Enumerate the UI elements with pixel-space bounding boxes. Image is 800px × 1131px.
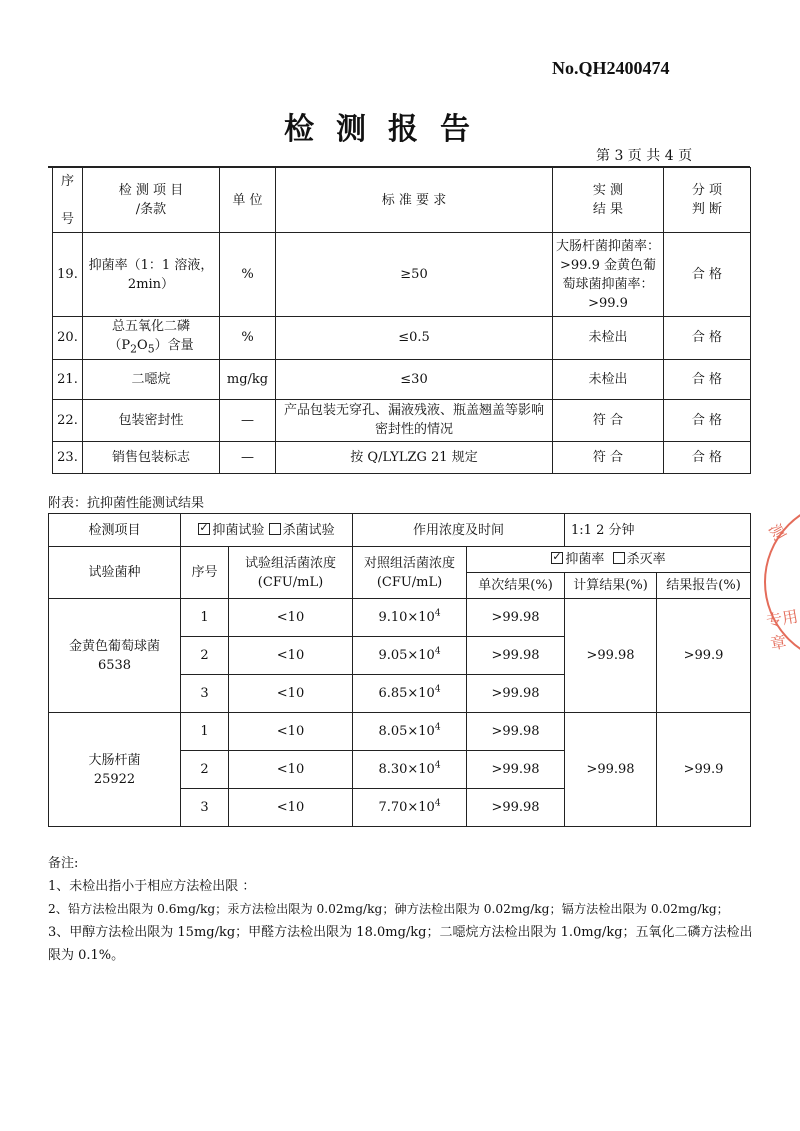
table-row	[49, 599, 751, 637]
row-judgment: 合 格	[664, 399, 751, 441]
row-standard: 产品包装无穿孔、漏液残液、瓶盖翘盖等影响密封性的情况	[276, 399, 553, 441]
table-row	[53, 233, 751, 317]
row-control: $9.05\times 10^4$	[353, 637, 467, 675]
row-result: 大肠杆菌抑菌率：>99.9 金黄色葡萄球菌抑菌率：>99.9	[553, 233, 664, 317]
report-title: 检测报告	[284, 112, 492, 147]
test-group-label: 试验组活菌浓度 (CFU/mL)	[229, 547, 353, 599]
row-test: <10	[229, 637, 353, 675]
inhibit-rate-label: 抑菌率	[565, 552, 605, 567]
report-result: >99.9	[657, 599, 751, 713]
checkbox-empty-icon	[613, 552, 625, 564]
row-seq: 3	[181, 789, 229, 827]
row-single: >99.98	[467, 713, 565, 751]
table-row	[49, 713, 751, 751]
row-control: $8.30\times 10^4$	[353, 751, 467, 789]
row-control: $6.85\times 10^4$	[353, 675, 467, 713]
seq-label: 序号	[181, 547, 229, 599]
test-type-cell	[181, 514, 353, 547]
annex-header-row	[49, 547, 751, 573]
calc-result: >99.98	[565, 599, 657, 713]
row-single: >99.98	[467, 789, 565, 827]
row-single: >99.98	[467, 637, 565, 675]
report-number: No.QH2400474	[552, 58, 670, 78]
row-unit: —	[220, 399, 276, 441]
result-header: 实 测 结 果	[553, 168, 664, 233]
single-result-label: 单次结果(%)	[467, 573, 565, 599]
row-standard: 按 Q/LYLZG 21 规定	[276, 441, 553, 473]
notes-line: 1、未检出指小于相应方法检出限 ：	[48, 879, 256, 894]
row-seq: 21.	[53, 359, 83, 399]
row-test: <10	[229, 789, 353, 827]
row-unit: —	[220, 441, 276, 473]
row-seq: 2	[181, 637, 229, 675]
checkbox-empty-icon	[269, 523, 281, 535]
row-result: 符 合	[553, 441, 664, 473]
row-standard: ≤0.5	[276, 317, 553, 360]
seal-text: 测	[764, 520, 790, 544]
rate-type-cell	[467, 547, 751, 573]
row-single: >99.98	[467, 751, 565, 789]
table-row	[53, 399, 751, 441]
row-result: 符 合	[553, 399, 664, 441]
standard-header: 标 准 要 求	[276, 168, 553, 233]
checkbox-checked-icon	[551, 552, 563, 564]
control-group-label: 对照组活菌浓度 (CFU/mL)	[353, 547, 467, 599]
row-item: 包装密封性	[83, 399, 220, 441]
kill-test-label: 杀菌试验	[282, 522, 335, 538]
annex-header-row	[49, 514, 751, 547]
row-result: 未检出	[553, 317, 664, 360]
row-item: 总五氧化二磷 $(P_2O_5)$含量	[83, 317, 220, 360]
row-single: >99.98	[467, 599, 565, 637]
report-result: >99.9	[657, 713, 751, 827]
strain-label: 试验菌种	[49, 547, 181, 599]
row-seq: 23.	[53, 441, 83, 473]
table-row	[53, 317, 751, 360]
seal-text: 专用章	[764, 606, 800, 654]
calc-result-label: 计算结果(%)	[565, 573, 657, 599]
row-unit: mg/kg	[220, 359, 276, 399]
notes-line: 2、铅方法检出限为 0.6mg/kg；汞方法检出限为 0.02mg/kg；砷方法检出限为 0.02mg/kg；镉方法检出限为 0.02mg/kg；	[48, 902, 729, 916]
row-result: 未检出	[553, 359, 664, 399]
row-judgment: 合 格	[664, 233, 751, 317]
page-info: 第 3 页 共 4 页	[596, 148, 693, 164]
row-test: <10	[229, 713, 353, 751]
row-judgment: 合 格	[664, 441, 751, 473]
row-item: 二噁烷	[83, 359, 220, 399]
row-seq: 3	[181, 675, 229, 713]
notes-line: 3、甲醇方法检出限为 15mg/kg；甲醛方法检出限为 18.0mg/kg；二噁烷方法检出限为 1.0mg/kg；五氧化二磷方法检出限为 0.1%。	[48, 925, 753, 963]
calc-result: >99.98	[565, 713, 657, 827]
row-single: >99.98	[467, 675, 565, 713]
row-control: $9.10\times 10^4$	[353, 599, 467, 637]
row-seq: 22.	[53, 399, 83, 441]
row-item: 销售包装标志	[83, 441, 220, 473]
row-item: 抑菌率（1：1 溶液，2min）	[83, 233, 220, 317]
antibacterial-table	[48, 513, 751, 827]
seq-header: 序 号	[53, 168, 83, 233]
row-test: <10	[229, 675, 353, 713]
row-control: $7.70\times 10^4$	[353, 789, 467, 827]
unit-header: 单 位	[220, 168, 276, 233]
strain-name: 金黄色葡萄球菌 6538	[49, 599, 181, 713]
row-seq: 20.	[53, 317, 83, 360]
report-result-label: 结果报告(%)	[657, 573, 751, 599]
row-seq: 1	[181, 713, 229, 751]
row-standard: ≥50	[276, 233, 553, 317]
table-row	[53, 441, 751, 473]
row-seq: 1	[181, 599, 229, 637]
inspection-table	[52, 167, 751, 474]
table-header-row	[53, 168, 751, 233]
row-judgment: 合 格	[664, 359, 751, 399]
row-seq: 19.	[53, 233, 83, 317]
table-row	[53, 359, 751, 399]
row-seq: 2	[181, 751, 229, 789]
row-judgment: 合 格	[664, 317, 751, 360]
strain-name: 大肠杆菌 25922	[49, 713, 181, 827]
row-test: <10	[229, 599, 353, 637]
checkbox-checked-icon	[198, 523, 210, 535]
notes-section	[48, 852, 754, 967]
conc-time-label: 作用浓度及时间	[353, 514, 565, 547]
test-item-label: 检测项目	[49, 514, 181, 547]
row-test: <10	[229, 751, 353, 789]
row-unit: %	[220, 317, 276, 360]
judgment-header: 分 项 判 断	[664, 168, 751, 233]
notes-heading: 备注:	[48, 856, 79, 871]
row-standard: ≤30	[276, 359, 553, 399]
kill-rate-label: 杀灭率	[626, 552, 666, 567]
conc-time-value: 1:1 2 分钟	[565, 514, 751, 547]
row-unit: %	[220, 233, 276, 317]
item-header: 检 测 项 目 /条款	[83, 168, 220, 233]
annex-title: 附表：抗抑菌性能测试结果	[48, 496, 205, 511]
row-control: $8.05\times 10^4$	[353, 713, 467, 751]
inhibit-test-label: 抑菌试验	[212, 522, 265, 538]
